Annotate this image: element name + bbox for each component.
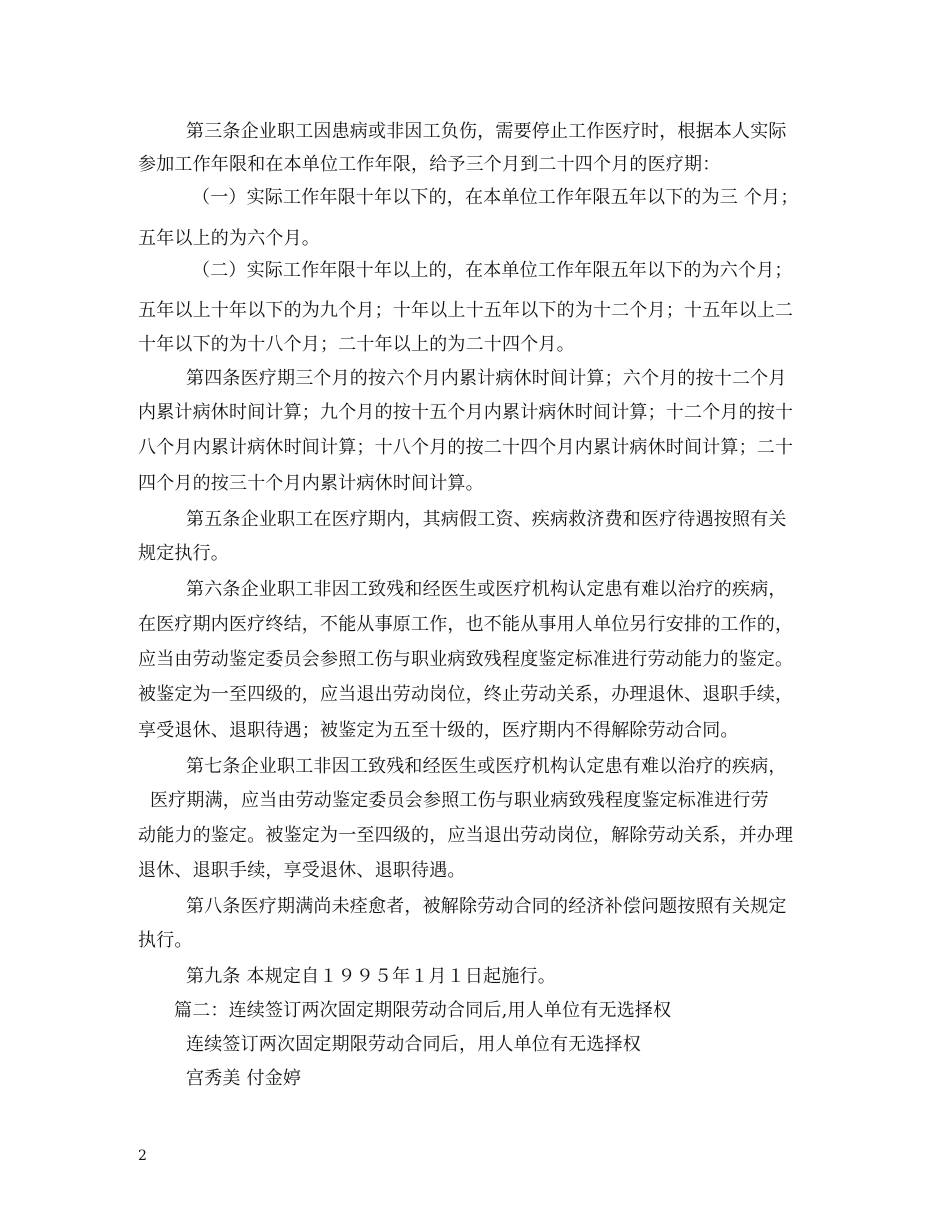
text-line: 应当由劳动鉴定委员会参照工伤与职业病致残程度鉴定标准进行劳动能力的鉴定。 xyxy=(138,649,794,670)
text-line: 第七条企业职工非因工致残和经医生或医疗机构认定患有难以治疗的疾病， xyxy=(186,756,787,777)
text-line: 第四条医疗期三个月的按六个月内累计病休时间计算；六个月的按十二个月 xyxy=(186,368,787,389)
text-line: 内累计病休时间计算；九个月的按十五个月内累计病休时间计算；十二个月的按十 xyxy=(138,402,794,423)
page-number: 2 xyxy=(138,1148,147,1164)
text-line: 在医疗期内医疗终结，不能从事原工作，也不能从事用人单位另行安排的工作的， xyxy=(138,614,794,635)
text-line: 执行。 xyxy=(138,930,193,951)
text-line: 第八条医疗期满尚未痊愈者，被解除劳动合同的经济补偿问题按照有关规定 xyxy=(186,896,787,917)
text-line: 八个月内累计病休时间计算；十八个月的按二十四个月内累计病休时间计算；二十 xyxy=(138,437,794,458)
text-line: （一）实际工作年限十年以下的，在本单位工作年限五年以下的为三 个月； xyxy=(192,187,799,208)
text-line: 十年以下的为十八个月；二十年以上的为二十四个月。 xyxy=(138,334,575,355)
text-line: 第三条企业职工因患病或非因工负伤，需要停止工作医疗时，根据本人实际 xyxy=(186,121,787,142)
text-line: 连续签订两次固定期限劳动合同后，用人单位有无选择权 xyxy=(186,1034,641,1055)
text-line: 第五条企业职工在医疗期内，其病假工资、疾病救济费和医疗待遇按照有关 xyxy=(186,509,787,530)
text-line: 宫秀美 付金婷 xyxy=(186,1068,302,1089)
text-line: 动能力的鉴定。被鉴定为一至四级的，应当退出劳动岗位，解除劳动关系，并办理 xyxy=(138,825,794,846)
text-line: 篇二：连续签订两次固定期限劳动合同后,用人单位有无选择权 xyxy=(174,1000,672,1021)
text-line: 享受退休、退职待遇；被鉴定为五至十级的，医疗期内不得解除劳动合同。 xyxy=(138,720,739,741)
text-line: 规定执行。 xyxy=(138,543,229,564)
text-line: 参加工作年限和在本单位工作年限，给予三个月到二十四个月的医疗期： xyxy=(138,154,721,175)
text-line: 第六条企业职工非因工致残和经医生或医疗机构认定患有难以治疗的疾病， xyxy=(186,579,787,600)
text-line: 退休、退职手续，享受退休、退职待遇。 xyxy=(138,860,466,881)
text-line: 五年以上十年以下的为九个月；十年以上十五年以下的为十二个月；十五年以上二 xyxy=(138,300,794,321)
text-line: 医疗期满，应当由劳动鉴定委员会参照工伤与职业病致残程度鉴定标准进行劳 xyxy=(150,790,769,811)
text-line: 第九条 本规定自１９９５年１月１日起施行。 xyxy=(186,966,556,987)
text-line: 被鉴定为一至四级的，应当退出劳动岗位，终止劳动关系，办理退休、退职手续， xyxy=(138,684,794,705)
text-line: （二）实际工作年限十年以上的，在本单位工作年限五年以下的为六个月； xyxy=(192,260,793,281)
text-line: 五年以上的为六个月。 xyxy=(138,228,320,249)
text-line: 四个月的按三十个月内累计病休时间计算。 xyxy=(138,473,484,494)
